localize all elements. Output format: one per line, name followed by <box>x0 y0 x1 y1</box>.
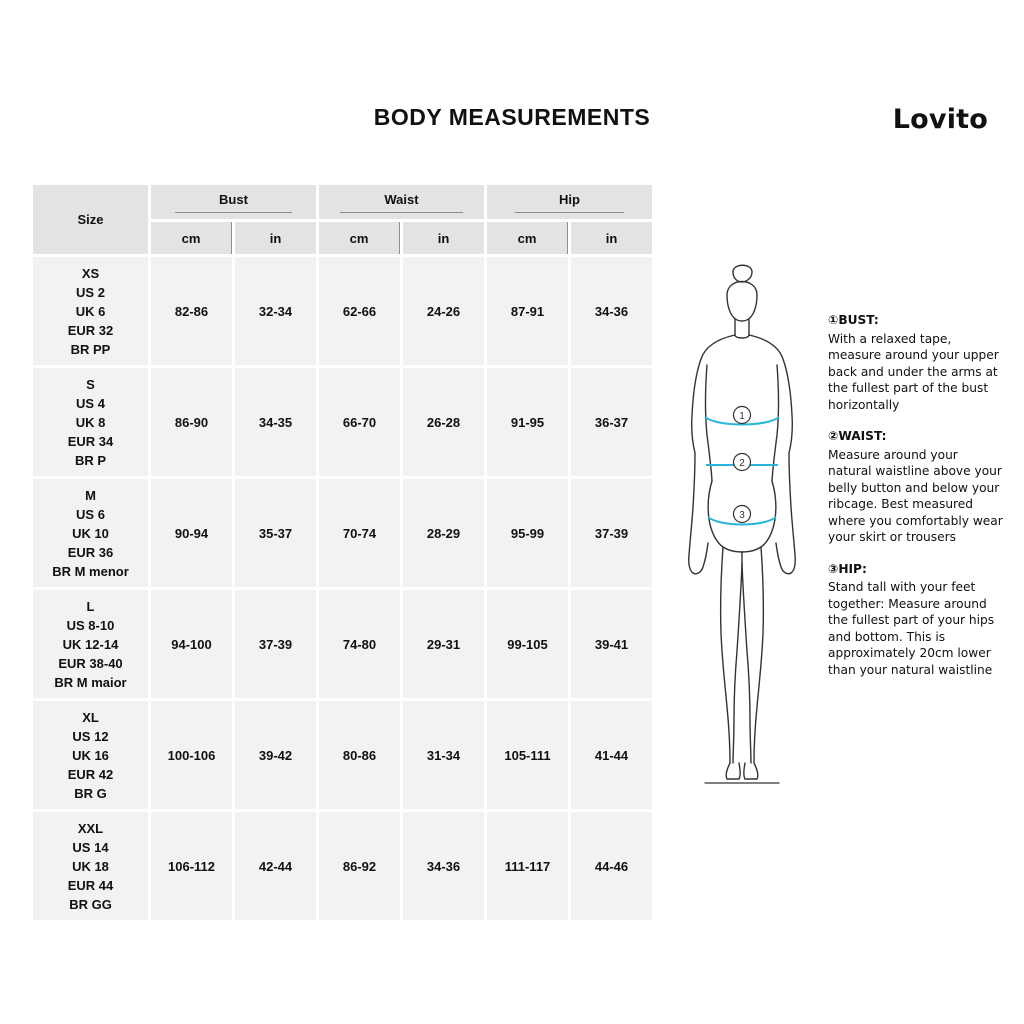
header-unit-bust-in: in <box>235 222 316 254</box>
row-bust-in: 32-34 <box>235 257 316 365</box>
row-hip-cm: 111-117 <box>487 812 568 920</box>
row-waist-cm: 62-66 <box>319 257 400 365</box>
row-bust-in: 35-37 <box>235 479 316 587</box>
note-waist-title: ②WAIST: <box>828 429 887 443</box>
brand-logo: Lovito <box>892 104 988 135</box>
body-figure-illustration <box>665 255 820 825</box>
table-row <box>33 257 652 365</box>
row-hip-cm: 87-91 <box>487 257 568 365</box>
row-waist-in: 26-28 <box>403 368 484 476</box>
table-header-row-groups <box>33 185 652 219</box>
row-waist-in: 24-26 <box>403 257 484 365</box>
row-waist-cm: 86-92 <box>319 812 400 920</box>
row-size-label: XXL US 14 UK 18 EUR 44 BR GG <box>33 812 148 920</box>
row-hip-cm: 95-99 <box>487 479 568 587</box>
row-bust-in: 39-42 <box>235 701 316 809</box>
svg-text:3: 3 <box>739 510 745 521</box>
header-unit-hip-cm: cm <box>487 222 568 254</box>
header-group-waist-label: Waist <box>340 192 462 213</box>
row-waist-in: 29-31 <box>403 590 484 698</box>
row-size-label: XS US 2 UK 6 EUR 32 BR PP <box>33 257 148 365</box>
row-size-label: L US 8-10 UK 12-14 EUR 38-40 BR M maior <box>33 590 148 698</box>
note-bust <box>828 312 1003 413</box>
row-hip-in: 41-44 <box>571 701 652 809</box>
header-unit-waist-in: in <box>403 222 484 254</box>
row-waist-in: 31-34 <box>403 701 484 809</box>
table-row <box>33 479 652 587</box>
page-title: BODY MEASUREMENTS <box>373 104 651 130</box>
note-waist-body: Measure around your natural waistline above your belly button and below your ribcage. Best measured where you comfortably wear your skirt or trousers <box>828 447 1003 544</box>
measurement-notes <box>828 312 1003 693</box>
note-waist <box>828 428 1003 546</box>
table-row <box>33 368 652 476</box>
row-waist-cm: 74-80 <box>319 590 400 698</box>
header-unit-waist-cm: cm <box>319 222 400 254</box>
row-hip-cm: 99-105 <box>487 590 568 698</box>
header-group-waist <box>319 185 484 219</box>
row-bust-cm: 82-86 <box>151 257 232 365</box>
note-hip-title: ③HIP: <box>828 561 867 576</box>
row-hip-in: 39-41 <box>571 590 652 698</box>
svg-text:1: 1 <box>739 411 745 422</box>
row-bust-in: 37-39 <box>235 590 316 698</box>
table-row <box>33 590 652 698</box>
table-row <box>33 812 652 920</box>
row-size-label: XL US 12 UK 16 EUR 42 BR G <box>33 701 148 809</box>
row-waist-in: 28-29 <box>403 479 484 587</box>
row-bust-cm: 106-112 <box>151 812 232 920</box>
header-group-hip <box>487 185 652 219</box>
row-bust-in: 42-44 <box>235 812 316 920</box>
size-table <box>30 182 655 923</box>
header-unit-bust-cm: cm <box>151 222 232 254</box>
table-row <box>33 701 652 809</box>
note-hip-body: Stand tall with your feet together: Measure around the fullest part of your hips and bottom. This is approximately 20cm lower than your natural waistline <box>828 580 995 677</box>
row-waist-cm: 70-74 <box>319 479 400 587</box>
svg-text:2: 2 <box>739 458 745 469</box>
row-hip-cm: 91-95 <box>487 368 568 476</box>
note-hip <box>828 561 1003 679</box>
header-group-bust-label: Bust <box>175 192 292 213</box>
row-bust-cm: 90-94 <box>151 479 232 587</box>
note-bust-title: ①BUST: <box>828 313 879 327</box>
row-hip-cm: 105-111 <box>487 701 568 809</box>
row-size-label: M US 6 UK 10 EUR 36 BR M menor <box>33 479 148 587</box>
row-hip-in: 36-37 <box>571 368 652 476</box>
row-waist-in: 34-36 <box>403 812 484 920</box>
row-bust-cm: 86-90 <box>151 368 232 476</box>
size-table-container <box>30 182 655 923</box>
note-bust-body: With a relaxed tape, measure around your upper back and under the arms at the fullest part of the bust horizontally <box>828 331 999 412</box>
row-waist-cm: 80-86 <box>319 701 400 809</box>
row-hip-in: 34-36 <box>571 257 652 365</box>
header-size: Size <box>33 185 148 254</box>
row-hip-in: 44-46 <box>571 812 652 920</box>
header-unit-hip-in: in <box>571 222 652 254</box>
header-group-bust <box>151 185 316 219</box>
row-waist-cm: 66-70 <box>319 368 400 476</box>
row-bust-cm: 100-106 <box>151 701 232 809</box>
header-group-hip-label: Hip <box>515 192 624 213</box>
row-size-label: S US 4 UK 8 EUR 34 BR P <box>33 368 148 476</box>
row-hip-in: 37-39 <box>571 479 652 587</box>
row-bust-in: 34-35 <box>235 368 316 476</box>
row-bust-cm: 94-100 <box>151 590 232 698</box>
